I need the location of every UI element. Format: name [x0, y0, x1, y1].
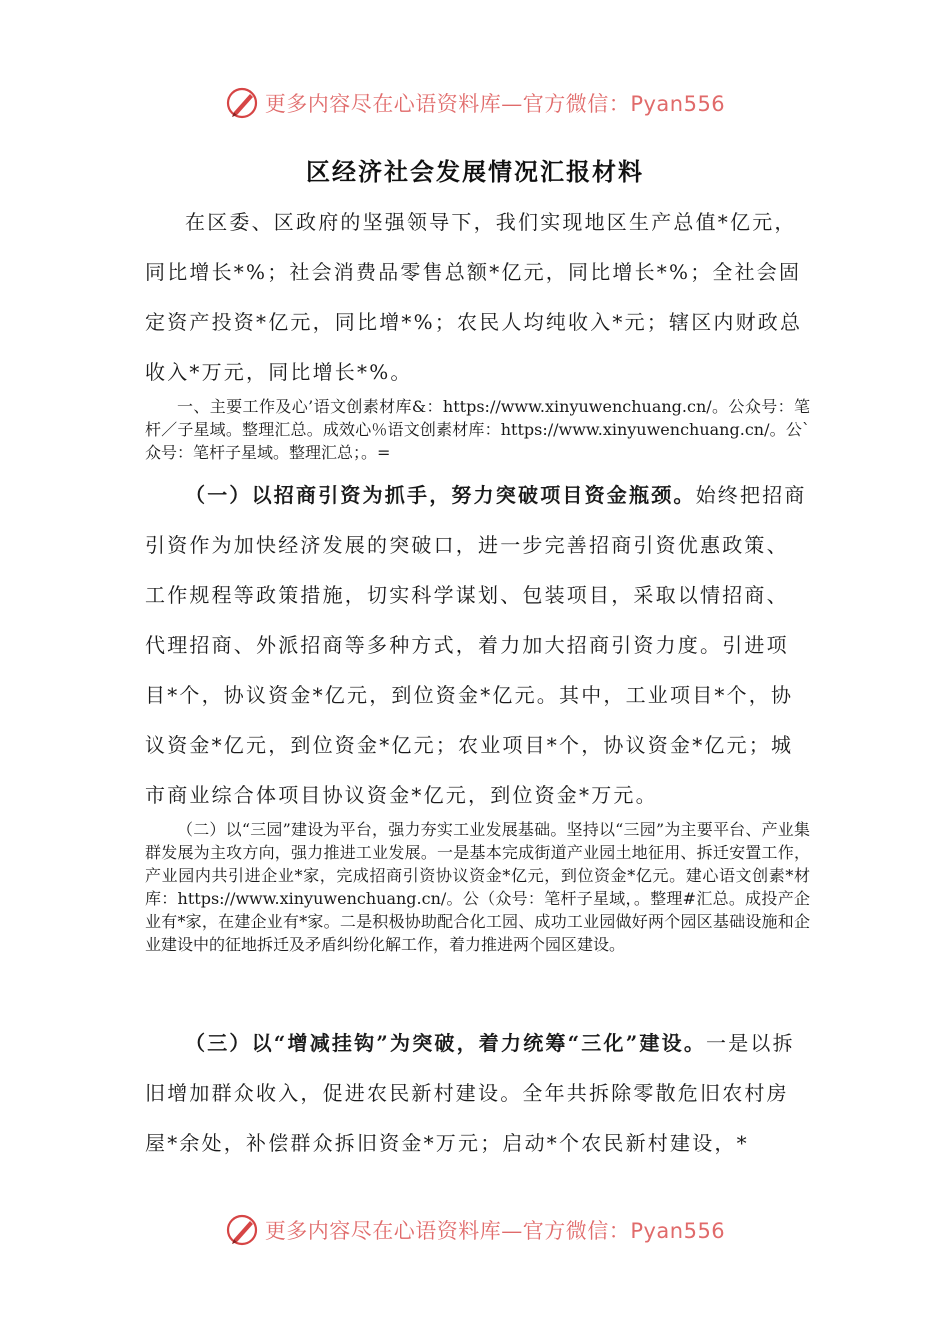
three-modernizations-body: 一是以拆旧增加群众收入，促进农民新村建设。全年共拆除零散危旧农村房屋*余处，补偿群众拆旧资金*万元；启动*个农民新村建设，* [145, 1031, 795, 1155]
three-modernizations-paragraph [145, 1018, 810, 1168]
intro-paragraph: 在区委、区政府的坚强领导下，我们实现地区生产总值*亿元，同比增长*%；社会消费品零售总额*亿元，同比增长*%；全社会固定资产投资*亿元，同比增*%；农民人均纯收入*元；辖区内财政总收入*万元，同比增长*%。 [145, 210, 803, 384]
three-modernizations-heading: （三）以“增减挂钩”为突破，着力统筹“三化”建设。 [185, 1031, 707, 1055]
banner-brand: Pyan556 [630, 1219, 726, 1243]
footer-watermark-banner [0, 1210, 950, 1250]
investment-heading: （一）以招商引资为抓手，努力突破项目资金瓶颈。 [185, 483, 696, 507]
document-title: 区经济社会发展情况汇报材料 [306, 157, 644, 186]
investment-body: 始终把招商引资作为加快经济发展的突破口，进一步完善招商引资优惠政策、工作规程等政策措施，切实科学谋划、包装项目，采取以情招商、代理招商、外派招商等多种方式，着力加大招商引资力度。引进项目*个，协议资金*亿元，到位资金*亿元。其中，工业项目*个，协议资金*亿元，到位资金*亿元；农业项目*个，协议资金*亿元；城市商业综合体项目协议资金*亿元，到位资金*万元。 [145, 483, 807, 807]
pen-logo-icon [225, 86, 259, 120]
investment-paragraph [145, 470, 810, 820]
section-one-heading-paragraph: 一、主要工作及心’语文创素材库&：https://www.xinyuwenchuang.cn/。公众号：笔杆／子星域。整理汇总。成效心％语文创素材库：https://www.xinyuwenchuang.cn/。公`众号：笔杆子星域。整理汇总；。= [145, 397, 810, 462]
pen-logo-icon [225, 1213, 259, 1247]
banner-text: 更多内容尽在心语资料库—官方微信：Pyan556 [264, 92, 726, 116]
banner-text: 更多内容尽在心语资料库—官方微信：Pyan556 [264, 1219, 726, 1243]
header-watermark-banner [0, 83, 950, 123]
banner-brand: Pyan556 [630, 92, 726, 116]
industrial-park-paragraph: （二）以“三园”建设为平台，强力夯实工业发展基础。坚持以“三园”为主要平台、产业集群发展为主攻方向，强力推进工业发展。一是基本完成街道产业园土地征用、拆迁安置工作，产业园内共引进企业*家，完成招商引资协议资金*亿元，到位资金*亿元。建心语文创素*材库：https://www.xinyuwenchuang.cn/。公（众号：笔杆子星域，。整理#汇总。成投产企业有*家，在建企业有*家。二是积极协助配合化工园、成功工业园做好两个园区基础设施和企业建设中的征地拆迁及矛盾纠纷化解工作，着力推进两个园区建设。 [145, 820, 810, 954]
